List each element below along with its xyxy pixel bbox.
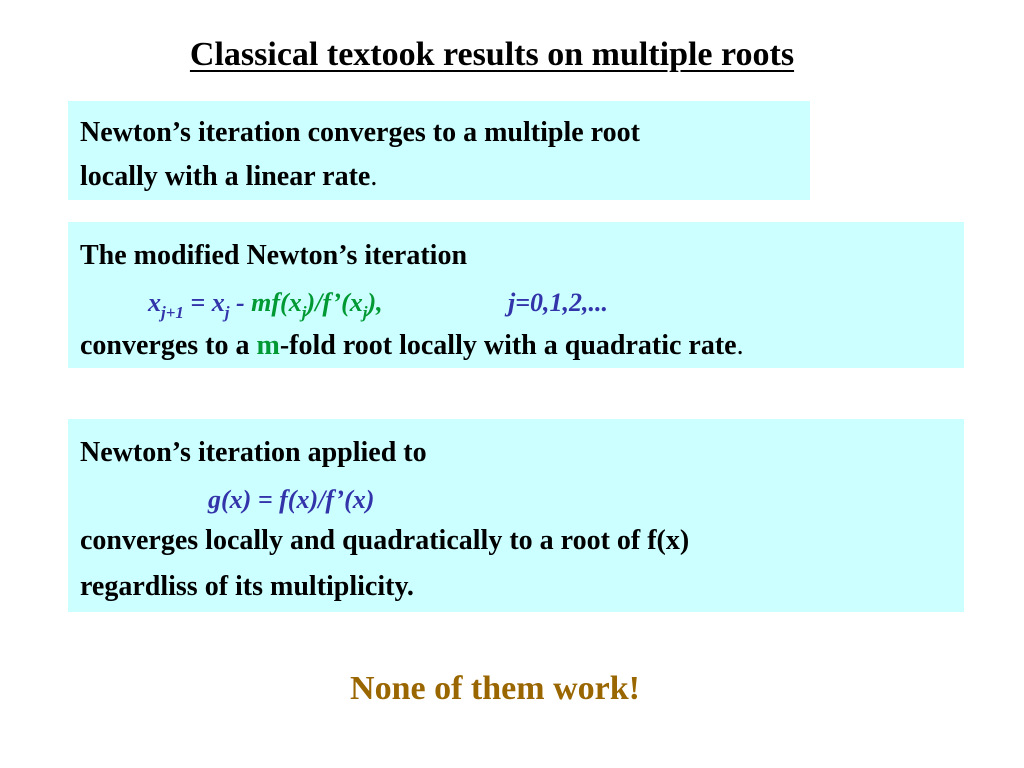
box1-line-1: Newton’s iteration converges to a multiple root — [80, 117, 640, 148]
conclusion-text: None of them work! — [350, 670, 640, 707]
box2-line-3-period: . — [736, 330, 744, 361]
modified-newton-formula — [148, 290, 383, 321]
formula-ratio: )/f’(x — [306, 288, 363, 317]
formula-eq: = — [183, 288, 212, 317]
formula-xj: x — [211, 288, 225, 317]
g-function-formula: g(x) = f(x)/f’(x) — [208, 485, 375, 514]
formula-x: x — [148, 288, 161, 317]
formula-minus: - — [229, 288, 252, 317]
box2-line-3 — [80, 332, 744, 360]
box2-line-3-pre: converges to a — [80, 330, 257, 361]
box2-line-3-post: -fold root locally with a quadratic rate — [279, 330, 737, 361]
formula-sub-j: j — [224, 303, 230, 322]
box3-line-1: Newton’s iteration applied to — [80, 437, 427, 468]
formula-sub-j-b: j — [301, 303, 307, 322]
deflated-newton-box — [68, 419, 964, 612]
linear-rate-box — [68, 101, 810, 200]
formula-index-range: j=0,1,2,... — [508, 288, 609, 317]
box2-line-3-m: m — [256, 330, 280, 361]
box3-line-3: converges locally and quadratically to a root of f(x) — [80, 525, 690, 556]
modified-newton-box — [68, 222, 964, 368]
formula-close: ), — [367, 288, 383, 317]
formula-f-open: f(x — [271, 288, 302, 317]
formula-sub-j1: j+1 — [161, 303, 184, 322]
formula-sub-j-c: j — [362, 303, 368, 322]
slide-title: Classical textook results on multiple roots — [189, 36, 795, 73]
box1-line-2-text: locally with a linear rate — [80, 161, 371, 192]
box1-line-2-period: . — [370, 161, 378, 192]
box3-line-4: regardliss of its multiplicity. — [80, 571, 414, 602]
formula-m: m — [251, 288, 272, 317]
box2-line-1: The modified Newton’s iteration — [80, 240, 468, 271]
box1-line-2 — [80, 163, 377, 191]
